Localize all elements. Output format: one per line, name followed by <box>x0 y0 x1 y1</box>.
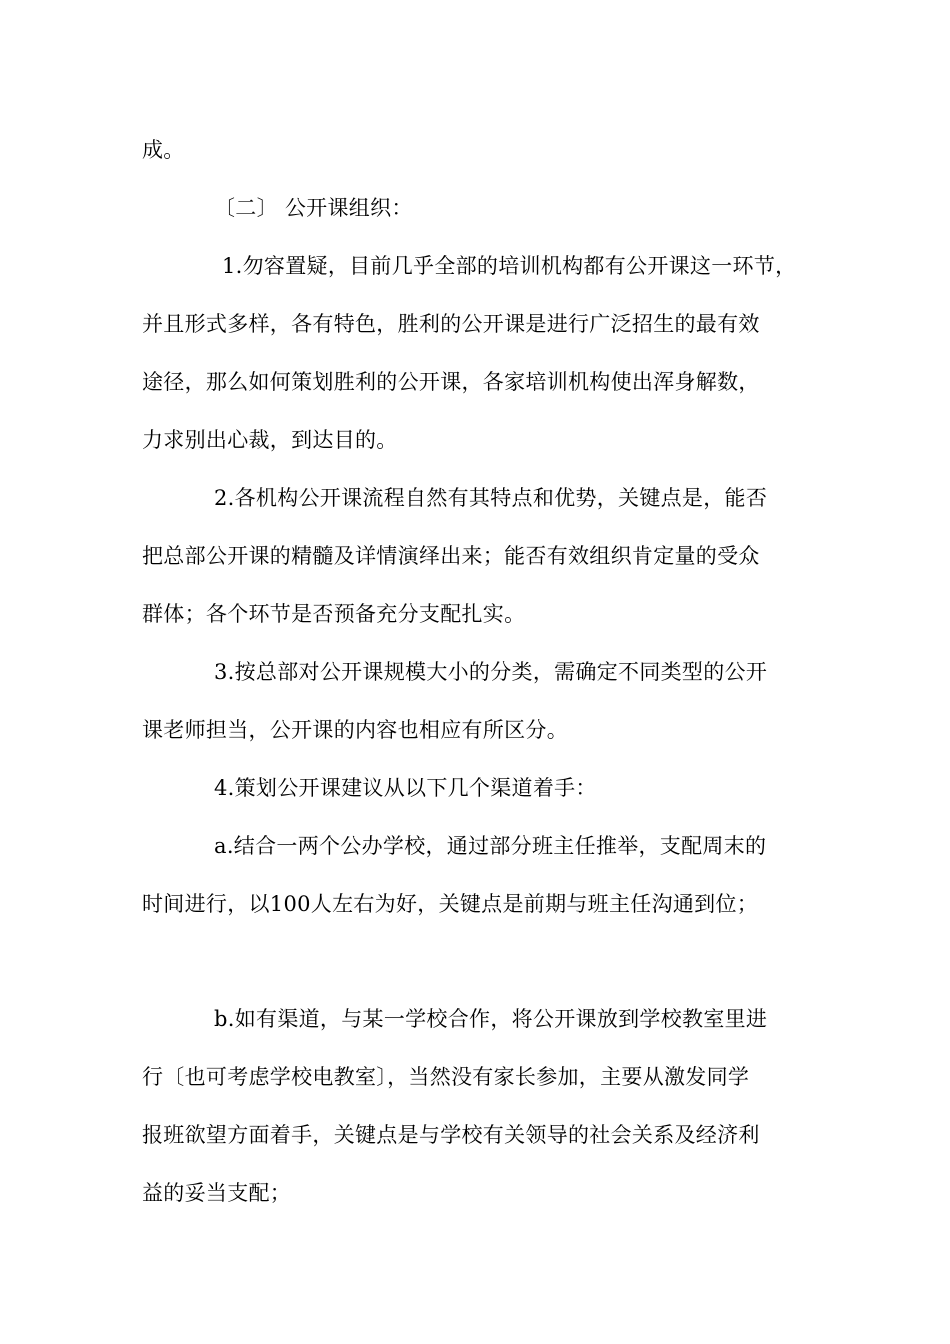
paragraph-line: 并且形式多样，各有特色，胜利的公开课是进行广泛招生的最有效 <box>142 312 760 336</box>
paragraph-line: 报班欲望方面着手，关键点是与学校有关领导的社会关系及经济利 <box>142 1123 760 1147</box>
paragraph-line: 把总部公开课的精髓及详情演绎出来；能否有效组织肯定量的受众 <box>142 544 760 568</box>
paragraph-line: 益的妥当支配； <box>142 1181 292 1205</box>
paragraph-line: 途径，那么如何策划胜利的公开课，各家培训机构使出浑身解数， <box>142 370 760 394</box>
paragraph-line: 时间进行，以100人左右为好，关键点是前期与班主任沟通到位； <box>142 892 759 916</box>
paragraph-line: 3.按总部对公开课规模大小的分类，需确定不同类型的公开 <box>214 660 768 684</box>
paragraph-line: 力求别出心裁，到达目的。 <box>142 428 398 452</box>
paragraph-line: 4.策划公开课建议从以下几个渠道着手： <box>214 776 597 800</box>
paragraph-line: 成。 <box>142 138 185 162</box>
paragraph-line: 行〔也可考虑学校电教室〕，当然没有家长参加，主要从激发同学 <box>142 1065 750 1089</box>
paragraph-line: b.如有渠道，与某一学校合作，将公开课放到学校教室里进 <box>214 1007 768 1031</box>
section-heading: 〔二〕 公开课组织： <box>214 196 413 220</box>
paragraph-line: 课老师担当，公开课的内容也相应有所区分。 <box>142 718 568 742</box>
paragraph-line: 2.各机构公开课流程自然有其特点和优势，关键点是，能否 <box>214 486 768 510</box>
paragraph-line: 1.勿容置疑，目前几乎全部的培训机构都有公开课这一环节， <box>222 254 797 278</box>
paragraph-line: a.结合一两个公办学校，通过部分班主任推举，支配周末的 <box>214 834 767 858</box>
paragraph-line: 群体；各个环节是否预备充分支配扎实。 <box>142 602 526 626</box>
